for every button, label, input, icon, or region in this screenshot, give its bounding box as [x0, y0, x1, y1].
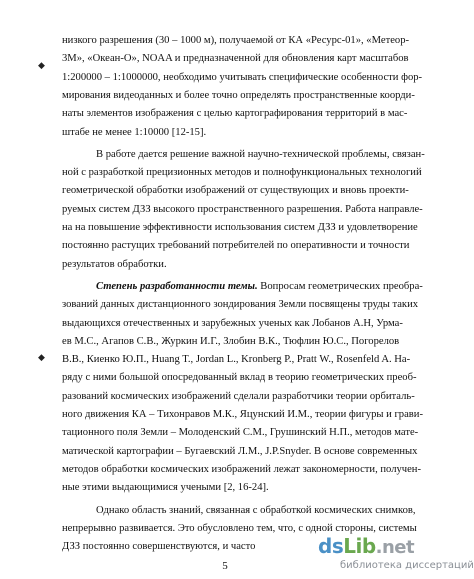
text-line: непрерывно развивается. Это обусловлено тем, что, с одной стороны, системы [62, 522, 417, 534]
text-line: тационного поля Земли – Молоденский С.М., Грушинский Н.П., методов мате- [62, 427, 419, 439]
text-line: разований космических изображений сделали разработчики теории орбиталь- [62, 390, 415, 402]
section-heading-line [96, 280, 423, 293]
section-title: Степень разработанности темы. [96, 280, 261, 292]
text-line: Однако область знаний, связанная с обработкой космических снимков, [96, 504, 416, 516]
text-line: мирования видеоданных и более точно определять пространственные коорди- [62, 89, 415, 101]
text-line: ной с разработкой прецизионных методов и полнофункциональных технологий [62, 167, 422, 179]
text-line: ДЗЗ постоянно совершенствуются, и часто [62, 541, 256, 553]
text-line: В работе дается решение важной научно-технической проблемы, связан- [96, 148, 425, 160]
text-line: низкого разрешения (30 – 1000 м), получаемой от КА «Ресурс-01», «Метеор- [62, 35, 410, 46]
text-line: штабе не менее 1:10000 [12-15]. [62, 126, 207, 138]
text-fragment: Вопросам геометрических преобра- [260, 280, 423, 292]
page-number: 5 [222, 560, 228, 573]
text-line: ряду с ними большой опосредованный вклад в теорию геометрических преоб- [62, 372, 417, 384]
text-line: выдающихся отечественных и зарубежных ученых как Лобанов А.Н, Урма- [62, 317, 403, 329]
watermark-subtitle: библиотека диссертаций [340, 560, 474, 571]
margin-mark-icon: ◆ [38, 60, 45, 70]
text-line: В.В., Киенко Ю.П., Huang T., Jordan L., Kronberg P., Pratt W., Rosenfeld A. На- [62, 354, 411, 366]
text-line: ного движения КА – Тихонравов М.К., Яцунский И.М., теории фигуры и грави- [62, 409, 424, 420]
text-line: результатов обработки. [62, 258, 167, 270]
text-line: 1:200000 – 1:1000000, необходимо учитывать специфические особенности фор- [62, 71, 423, 83]
text-line: на на повышение эффективности использования систем ДЗЗ и удовлетворение [62, 222, 418, 233]
text-line: руемых систем ДЗЗ высокого пространственного разрешения. Работа направле- [62, 203, 423, 215]
text-line: геометрической обработки изображений от существующих и вновь проекти- [62, 185, 409, 197]
dslib-logo: dsLib.net [318, 534, 415, 558]
text-line: ные этими выдающимися учеными [2, 16-24]. [62, 482, 269, 494]
text-line: 3М», «Океан-О», NOAA и предназначенной для обновления карт масштабов [62, 53, 409, 65]
text-line: ев М.С., Агапов С.В., Журкин И.Г., Злобин В.К., Тюфлин Ю.С., Погорелов [62, 335, 400, 347]
text-line: методов обработки космических изображений лежат закономерности, получен- [62, 463, 422, 475]
text-line: матической картографии – Бугаевский Л.М., J.P.Snyder. В основе современных [62, 445, 418, 457]
text-line: зований данных дистанционного зондирования Земли посвящены труды таких [62, 299, 419, 311]
text-line: постоянно растущих требований потребителей по оперативности и точности [62, 240, 410, 252]
margin-mark-icon: ◆ [38, 352, 45, 362]
text-line: наты элементов изображения с целью картографирования территорий в мас- [62, 108, 408, 120]
